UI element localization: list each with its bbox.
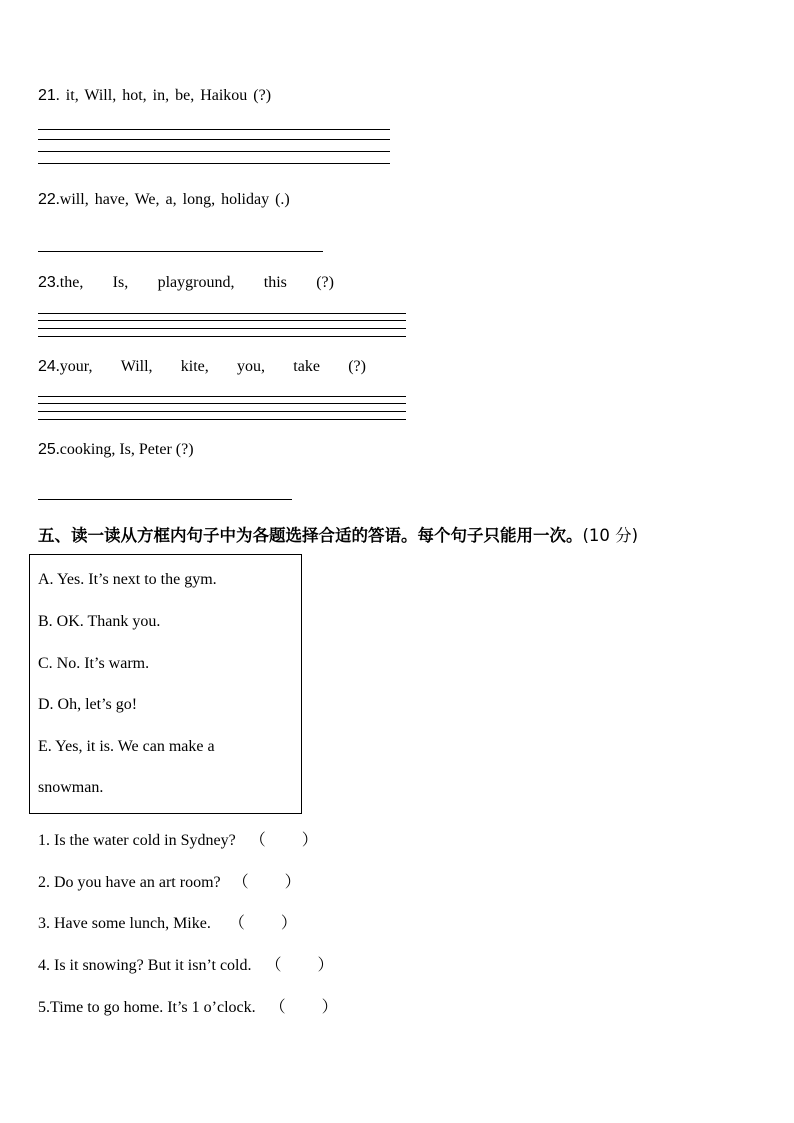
paren-close: ）	[301, 832, 318, 849]
paren-open: （	[232, 874, 249, 891]
word: (?)	[348, 358, 366, 375]
word: take	[293, 358, 320, 375]
question-number: 21	[38, 87, 56, 104]
answer-line[interactable]	[38, 139, 390, 140]
answer-line[interactable]	[38, 403, 406, 404]
section-5-score: (10 分)	[582, 526, 639, 545]
question-text: 1. Is the water cold in Sydney?	[38, 832, 236, 849]
question-25	[38, 441, 194, 459]
section-5-title	[38, 522, 638, 546]
question-number: 25	[38, 441, 56, 458]
match-question-4	[38, 952, 334, 975]
answer-line[interactable]	[38, 251, 323, 252]
option-b: B. OK. Thank you.	[38, 613, 161, 630]
answer-line[interactable]	[38, 129, 390, 130]
answer-line[interactable]	[38, 499, 292, 500]
answer-blank[interactable]	[233, 869, 301, 892]
option-c: C. No. It’s warm.	[38, 655, 150, 672]
question-words: . it, Will, hot, in, be, Haikou (?)	[55, 87, 272, 104]
answer-line[interactable]	[38, 151, 390, 152]
question-words	[56, 358, 366, 376]
paren-open: （	[249, 832, 266, 849]
question-23	[38, 274, 334, 292]
word: .the,	[55, 274, 84, 291]
paren-close: ）	[280, 915, 297, 932]
option-a: A. Yes. It’s next to the gym.	[38, 571, 217, 588]
match-question-3	[38, 910, 297, 933]
answer-blank[interactable]	[270, 994, 338, 1017]
question-number: 22	[38, 191, 56, 208]
question-21	[38, 87, 271, 105]
paren-close: ）	[321, 999, 338, 1016]
question-text: 3. Have some lunch, Mike.	[38, 915, 211, 932]
option-d: D. Oh, let’s go!	[38, 696, 138, 713]
answer-line[interactable]	[38, 396, 406, 397]
question-24	[38, 358, 366, 376]
match-question-1	[38, 827, 318, 850]
question-words: .will, have, We, a, long, holiday (.)	[55, 191, 290, 208]
word: Will,	[120, 358, 153, 375]
paren-open: （	[265, 957, 282, 974]
answer-line[interactable]	[38, 163, 390, 164]
match-question-5	[38, 994, 338, 1017]
question-number: 24	[38, 358, 56, 375]
answer-blank[interactable]	[229, 910, 297, 933]
answer-line[interactable]	[38, 328, 406, 329]
question-text: 2. Do you have an art room?	[38, 874, 221, 891]
answer-blank[interactable]	[265, 952, 333, 975]
question-words: .cooking, Is, Peter (?)	[55, 441, 194, 458]
answer-line[interactable]	[38, 419, 406, 420]
paren-open: （	[269, 999, 286, 1016]
question-text: 5.Time to go home. It’s 1 o’clock.	[38, 999, 256, 1016]
word: you,	[237, 358, 266, 375]
word: this	[263, 274, 287, 291]
option-e-continued: snowman.	[38, 779, 104, 796]
word: kite,	[180, 358, 209, 375]
paren-close: ）	[317, 957, 334, 974]
option-e: E. Yes, it is. We can make a	[38, 738, 215, 755]
section-5-instruction: 五、读一读从方框内句子中为各题选择合适的答语。每个句子只能用一次。	[38, 526, 583, 545]
question-number: 23	[38, 274, 56, 291]
word: (?)	[316, 274, 334, 291]
word: Is,	[112, 274, 129, 291]
question-words	[56, 274, 334, 292]
options-box	[29, 554, 302, 814]
answer-line[interactable]	[38, 336, 406, 337]
answer-line[interactable]	[38, 313, 406, 314]
word: .your,	[55, 358, 93, 375]
question-22	[38, 191, 290, 209]
answer-line[interactable]	[38, 411, 406, 412]
word: playground,	[157, 274, 235, 291]
answer-blank[interactable]	[250, 827, 318, 850]
paren-close: ）	[284, 874, 301, 891]
match-question-2	[38, 869, 301, 892]
question-text: 4. Is it snowing? But it isn’t cold.	[38, 957, 252, 974]
paren-open: （	[228, 915, 245, 932]
answer-line[interactable]	[38, 320, 406, 321]
